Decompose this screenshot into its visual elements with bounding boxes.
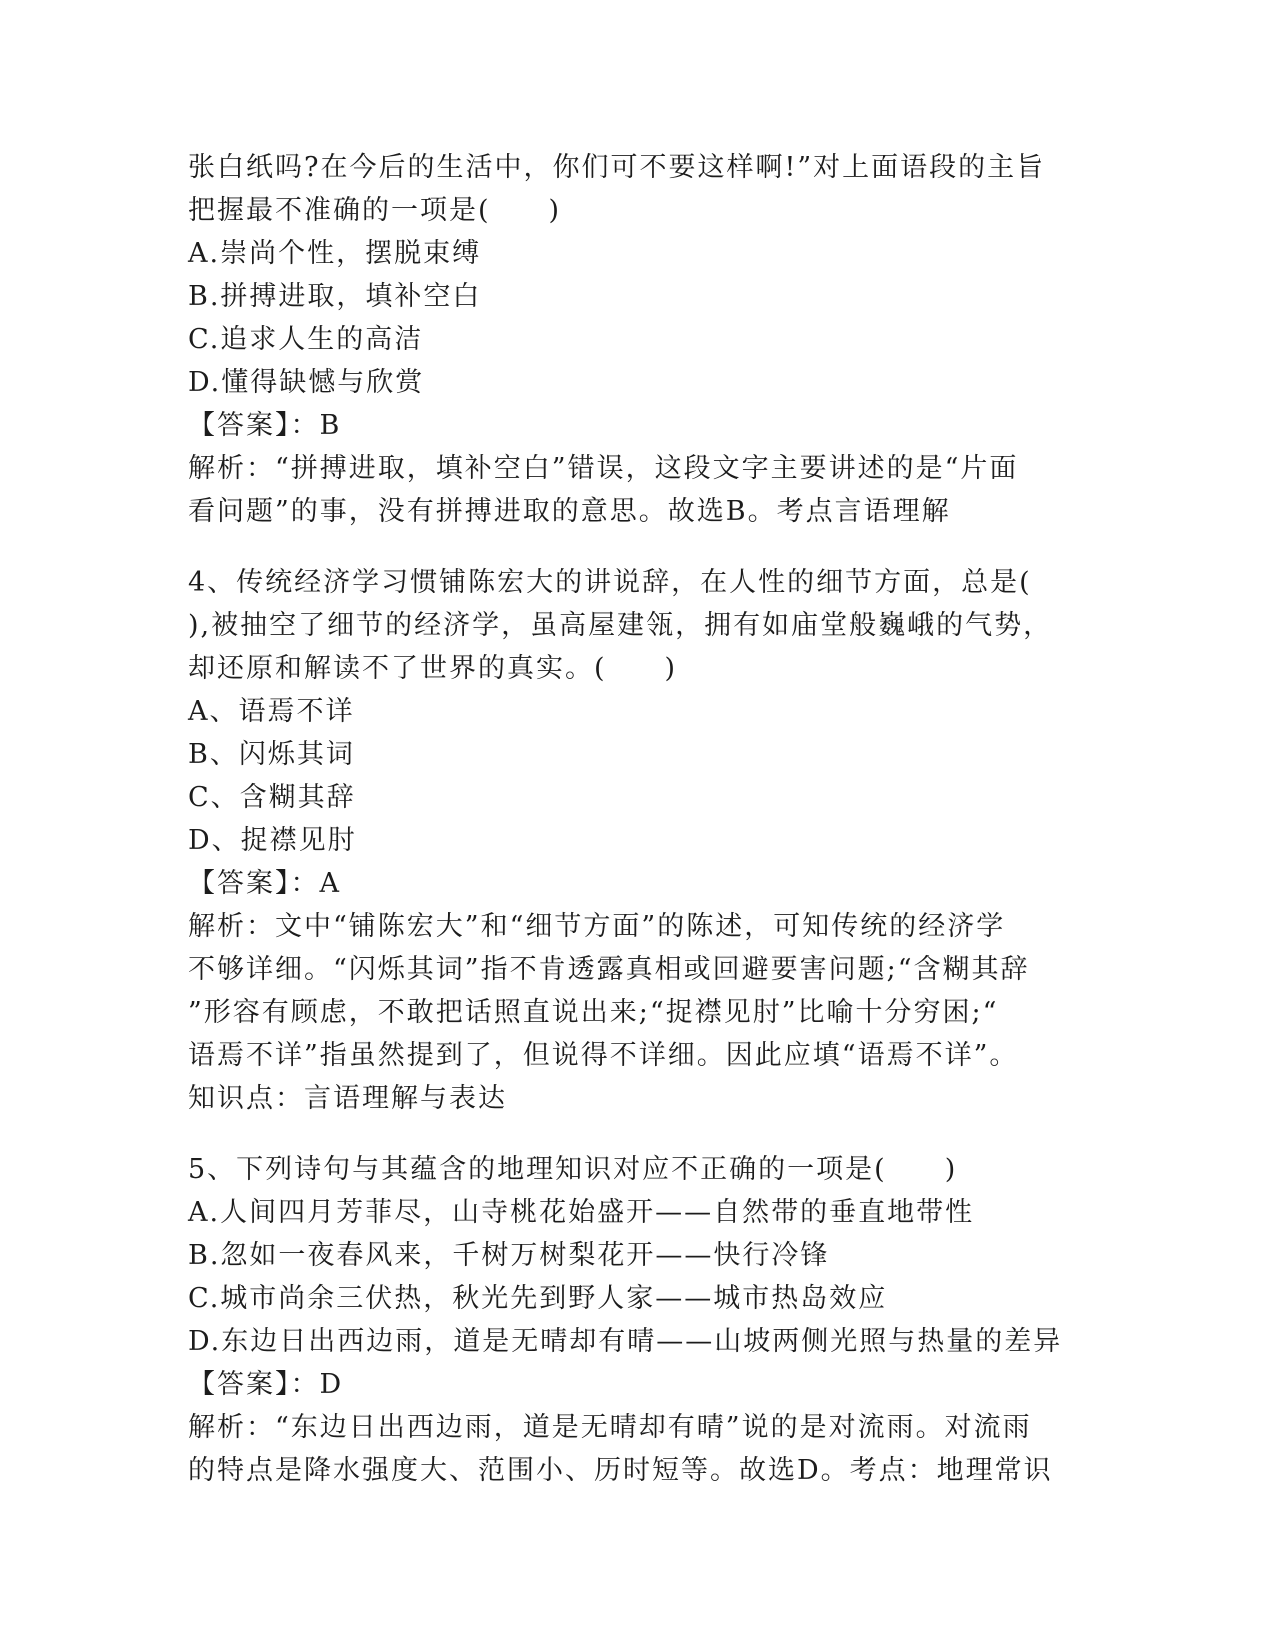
question-4-stem-line: ),被抽空了细节的经济学，虽高屋建瓴，拥有如庙堂般巍峨的气势， <box>188 610 1053 641</box>
question-3-answer: 【答案】：B <box>188 410 342 441</box>
question-3 <box>188 146 1088 533</box>
section-gap <box>188 1120 1088 1148</box>
question-3-option-d: D.懂得缺憾与欣赏 <box>188 367 425 398</box>
question-4-answer: 【答案】：A <box>188 868 341 899</box>
question-3-stem-line: 把握最不准确的一项是( ) <box>188 195 562 226</box>
document-page <box>188 146 1088 1492</box>
question-4-option-c: C、含糊其辞 <box>188 782 356 813</box>
question-4-option-a: A、语焉不详 <box>188 696 355 727</box>
question-4 <box>188 561 1088 1120</box>
question-3-option-a: A.崇尚个性，摆脱束缚 <box>188 238 482 269</box>
question-5-option-c: C.城市尚余三伏热，秋光先到野人家——城市热岛效应 <box>188 1283 888 1314</box>
question-3-option-b: B.拼搏进取，填补空白 <box>188 281 482 312</box>
question-4-analysis-line: 知识点：言语理解与表达 <box>188 1083 507 1114</box>
section-gap <box>188 533 1088 561</box>
question-4-analysis-line: 解析：文中“铺陈宏大”和“细节方面”的陈述，可知传统的经济学 <box>188 911 1006 942</box>
question-5-answer: 【答案】：D <box>188 1369 344 1400</box>
question-3-stem-line: 张白纸吗?在今后的生活中，你们可不要这样啊!”对上面语段的主旨 <box>188 152 1046 183</box>
question-5-option-d: D.东边日出西边雨，道是无晴却有晴——山坡两侧光照与热量的差异 <box>188 1326 1063 1357</box>
question-5-option-b: B.忽如一夜春风来，千树万树梨花开——快行冷锋 <box>188 1240 830 1271</box>
question-4-analysis-line: 语焉不详”指虽然提到了，但说得不详细。因此应填“语焉不详”。 <box>188 1040 1019 1071</box>
question-4-option-b: B、闪烁其词 <box>188 739 355 770</box>
question-4-stem-line: 却还原和解读不了世界的真实。( ) <box>188 653 678 684</box>
question-5-analysis-line: 的特点是降水强度大、范围小、历时短等。故选D。考点：地理常识 <box>188 1455 1053 1486</box>
question-3-option-c: C.追求人生的高洁 <box>188 324 424 355</box>
question-5-stem-line: 5、下列诗句与其蕴含的地理知识对应不正确的一项是( ) <box>188 1154 958 1185</box>
question-5-analysis-line: 解析：“东边日出西边雨，道是无晴却有晴”说的是对流雨。对流雨 <box>188 1412 1032 1443</box>
question-4-analysis-line: ”形容有顾虑，不敢把话照直说出来;“捉襟见肘”比喻十分穷困;“ <box>188 997 999 1028</box>
question-4-analysis-line: 不够详细。“闪烁其词”指不肯透露真相或回避要害问题;“含糊其辞 <box>188 954 1030 985</box>
question-5-option-a: A.人间四月芳菲尽，山寺桃花始盛开——自然带的垂直地带性 <box>188 1197 975 1228</box>
question-4-stem-line: 4、传统经济学习惯铺陈宏大的讲说辞，在人性的细节方面，总是( <box>188 567 1032 598</box>
question-5 <box>188 1148 1088 1492</box>
question-3-analysis-line: 看问题”的事，没有拼搏进取的意思。故选B。考点言语理解 <box>188 496 951 527</box>
question-4-option-d: D、捉襟见肘 <box>188 825 357 856</box>
question-3-analysis-line: 解析：“拼搏进取，填补空白”错误，这段文字主要讲述的是“片面 <box>188 453 1019 484</box>
